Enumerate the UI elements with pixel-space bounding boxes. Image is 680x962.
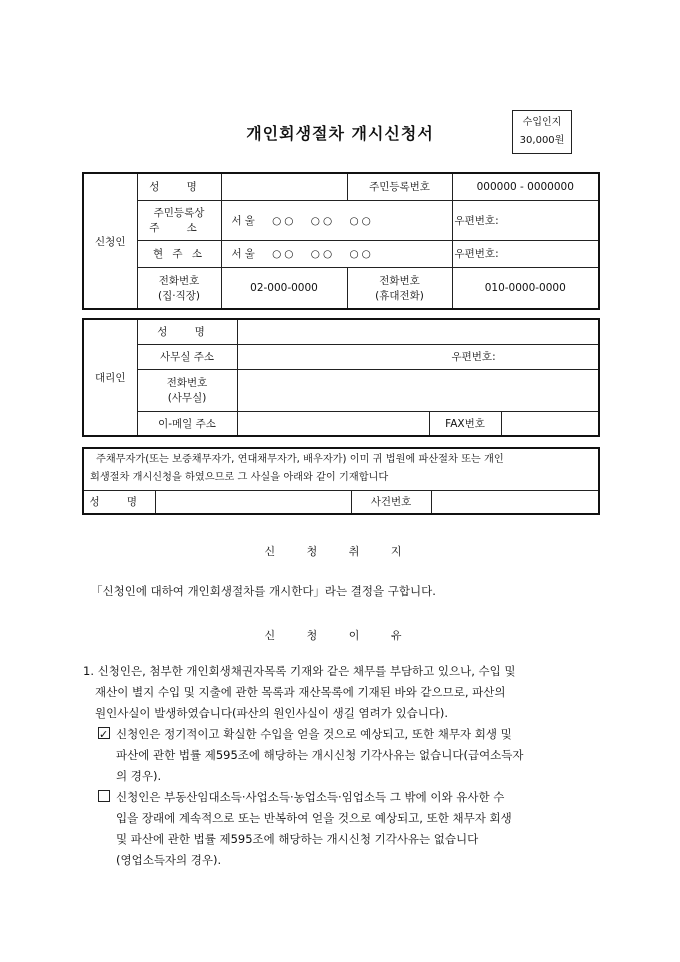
- home-phone-field[interactable]: 02-000-0000: [221, 267, 347, 309]
- agent-label: 대리인: [83, 319, 137, 436]
- stamp-label: 수입인지: [522, 117, 562, 128]
- agent-table: [82, 318, 600, 437]
- current-address-field[interactable]: 서울 ○○ ○○ ○○: [221, 240, 452, 267]
- rrn-field[interactable]: 000000 - 0000000: [452, 173, 599, 200]
- purpose-heading: 신 청 취 지: [264, 545, 416, 558]
- co-debtor-table: [82, 447, 600, 515]
- current-postal-code-field[interactable]: 우편번호:: [452, 240, 599, 267]
- case-number-field[interactable]: [431, 490, 599, 514]
- reason-item-1: 1. 신청인은, 첨부한 개인회생채권자목록 기재와 같은 채무를 부담하고 있으나, 수입 및 재산이 별지 수입 및 지출에 관한 목록과 재산목록에 기재된 바와 같으므로, 파산의 원인사실이 발생하였습니다(파산의 원인사실이 생길 염려가 있습니다).: [83, 664, 516, 720]
- office-phone-label: 전화번호 (사무실): [137, 369, 237, 411]
- co-debtor-name-label: 성 명: [83, 490, 155, 514]
- co-debtor-name-field[interactable]: [155, 490, 351, 514]
- salaried-checkbox[interactable]: [98, 727, 110, 739]
- reg-address-label: 주민등록상 주 소: [137, 200, 221, 240]
- rrn-label: 주민등록번호: [347, 173, 452, 200]
- agent-name-label: 성 명: [137, 319, 237, 344]
- reg-address-field[interactable]: 서울 ○○ ○○ ○○: [221, 200, 452, 240]
- agent-name-field[interactable]: [237, 319, 599, 344]
- reason-heading: 신 청 이 유: [264, 629, 416, 642]
- stamp-amount: 30,000원: [519, 135, 565, 146]
- home-phone-label: 전화번호 (집·직장): [137, 267, 221, 309]
- revenue-stamp-box: [512, 110, 572, 154]
- fax-field[interactable]: [501, 411, 599, 436]
- name-label: 성 명: [137, 173, 221, 200]
- office-address-field[interactable]: 우편번호:: [237, 344, 599, 369]
- email-field[interactable]: [237, 411, 429, 436]
- page-title: 개인회생절차 개시신청서: [246, 124, 434, 143]
- office-phone-field[interactable]: [237, 369, 599, 411]
- fax-label: FAX번호: [429, 411, 501, 436]
- applicant-label: 신청인: [83, 173, 137, 309]
- applicant-table: [82, 172, 600, 310]
- mobile-phone-label: 전화번호 (휴대전화): [347, 267, 452, 309]
- case-number-label: 사건번호: [351, 490, 431, 514]
- reason-option-business: 신청인은 부동산임대소득·사업소득·농업소득·임업소득 그 밖에 이와 유사한 수 입을 장래에 계속적으로 또는 반복하여 얻을 것으로 예상되고, 또한 채무자 회생 및 파산에 관한 법률 제595조에 해당하는 개시신청 기각사유는 없습니다 (영업소득자의 경우).: [98, 787, 608, 871]
- co-debtor-notice: 주채무자가(또는 보증채무자가, 연대채무자가, 배우자가) 이미 귀 법원에 파산절차 또는 개인 회생절차 개시신청을 하였으므로 그 사실을 아래와 같이 기재합니다: [83, 448, 599, 490]
- reason-option-salaried: ✓신청인은 정기적이고 확실한 수입을 얻을 것으로 예상되고, 또한 채무자 회생 및 파산에 관한 법률 제595조에 해당하는 개시신청 기각사유는 없습니다(급여소득자 의 경우).: [98, 724, 608, 787]
- office-address-label: 사무실 주소: [137, 344, 237, 369]
- current-address-label: 현 주 소: [137, 240, 221, 267]
- business-checkbox[interactable]: [98, 790, 110, 802]
- purpose-text: 「신청인에 대하여 개인회생절차를 개시한다」라는 결정을 구합니다.: [91, 584, 436, 598]
- mobile-phone-field[interactable]: 010-0000-0000: [452, 267, 599, 309]
- name-field[interactable]: [221, 173, 347, 200]
- reg-postal-code-field[interactable]: 우편번호:: [452, 200, 599, 240]
- email-label: 이-메일 주소: [137, 411, 237, 436]
